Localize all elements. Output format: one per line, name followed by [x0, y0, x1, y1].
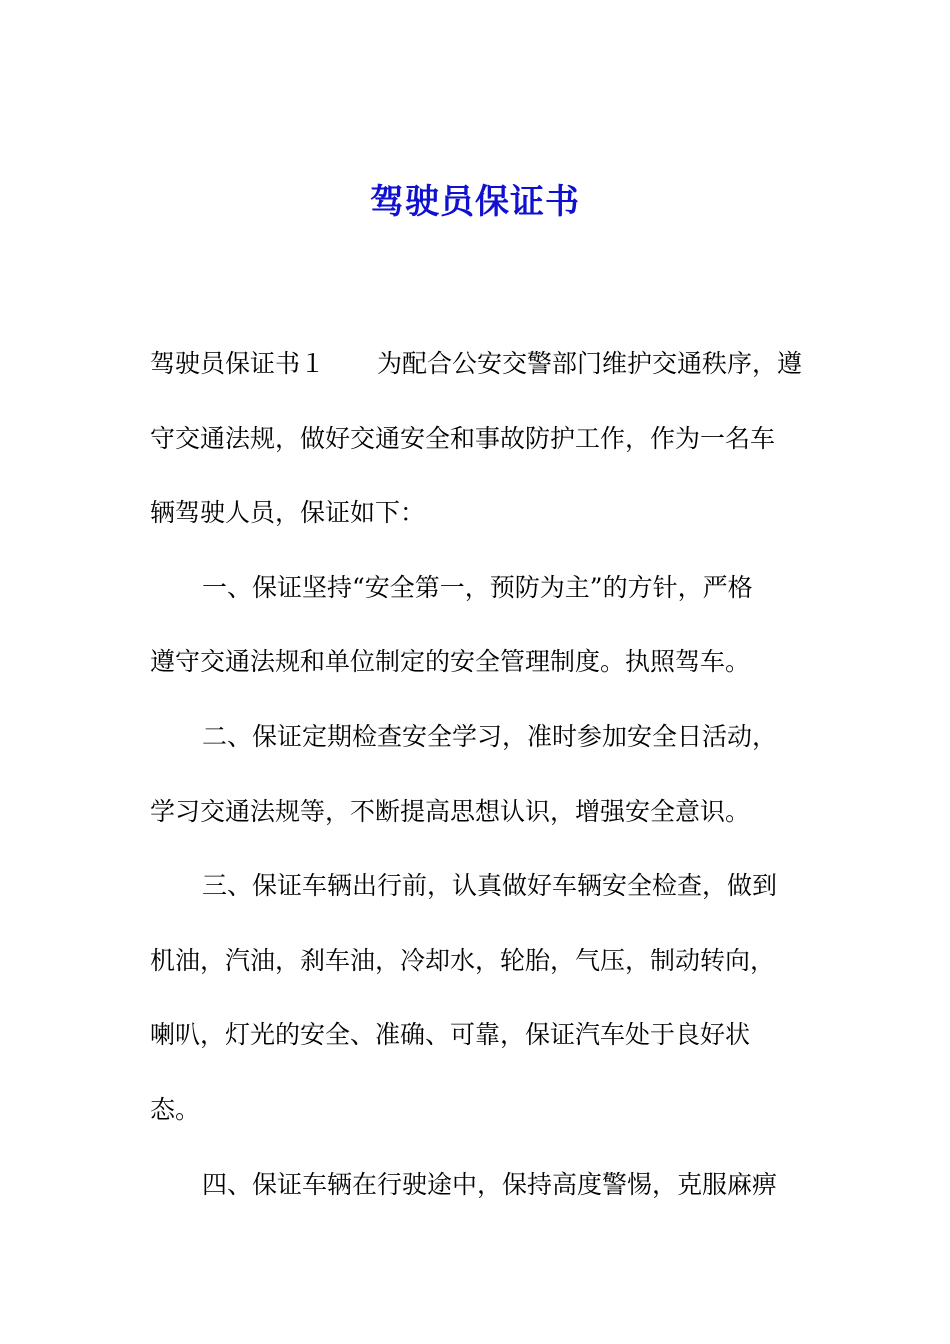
intro-heading: 驾驶员保证书１: [150, 349, 326, 378]
intro-paragraph: [150, 327, 810, 551]
paragraph-line: 喇叭，灯光的安全、准确、可靠，保证汽车处于良好状: [150, 1020, 751, 1050]
paragraph-line: 二、保证定期检查安全学习，准时参加安全日活动，: [202, 721, 778, 751]
paragraph-line: 四、保证车辆在行驶途中，保持高度警惕，克服麻痹: [202, 1169, 778, 1199]
paragraph-line: 守交通法规，做好交通安全和事故防护工作，作为一名车: [150, 423, 776, 453]
document-body: [150, 327, 810, 1222]
document-title: 驾驶员保证书: [370, 182, 580, 222]
item-paragraph-3: [150, 849, 810, 1147]
paragraph-line: 一、保证坚持“安全第一，预防为主”的方针，严格: [202, 572, 753, 602]
item-paragraph-1: [150, 551, 810, 700]
paragraph-line: [150, 327, 810, 402]
paragraph-line: 机油，汽油，刹车油，冷却水，轮胎，气压，制动转向，: [150, 945, 776, 975]
paragraph-line: 学习交通法规等，不断提高思想认识，增强安全意识。: [150, 796, 751, 826]
item-paragraph-2: [150, 700, 810, 849]
intro-line-text: 为配合公安交警部门维护交通秩序，遵: [377, 349, 803, 378]
paragraph-line: 辆驾驶人员，保证如下：: [150, 498, 426, 528]
paragraph-line: 三、保证车辆出行前，认真做好车辆安全检查，做到: [202, 871, 778, 901]
paragraph-line: 态。: [150, 1094, 201, 1124]
paragraph-line: 遵守交通法规和单位制定的安全管理制度。执照驾车。: [150, 647, 751, 677]
item-paragraph-4: [150, 1148, 810, 1223]
